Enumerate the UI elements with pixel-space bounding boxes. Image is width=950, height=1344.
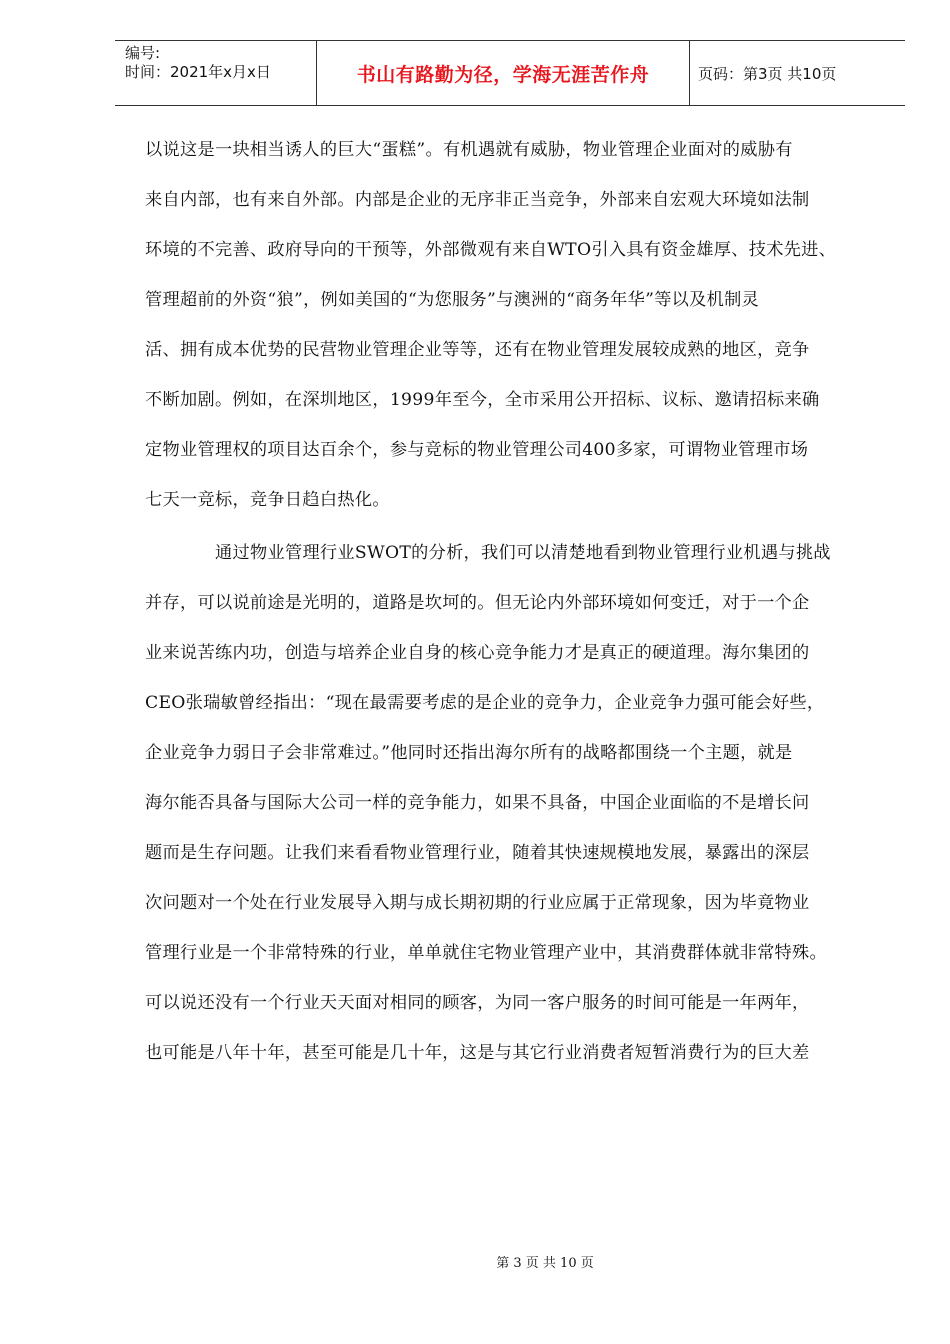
body-line: 并存，可以说前途是光明的，道路是坎坷的。但无论内外部环境如何变迁，对于一个企 (145, 593, 810, 613)
body-line: 定物业管理权的项目达百余个，参与竞标的物业管理公司400多家，可谓物业管理市场 (145, 440, 809, 460)
body-line: 业来说苦练内功，创造与培养企业自身的核心竞争能力才是真正的硬道理。海尔集团的 (145, 643, 810, 663)
body-line: 次问题对一个处在行业发展导入期与成长期初期的行业应属于正常现象，因为毕竟物业 (145, 893, 810, 913)
paragraph-start-line: 通过物业管理行业SWOT的分析，我们可以清楚地看到物业管理行业机遇与挑战 (215, 543, 831, 563)
page-footer: 第 3 页 共 10 页 (496, 1256, 594, 1271)
body-line: 题而是生存问题。让我们来看看物业管理行业，随着其快速规模地发展，暴露出的深层 (145, 843, 810, 863)
document-body (145, 130, 880, 1083)
header-page-info: 页码：第3页 共10页 (698, 64, 837, 83)
body-line: 不断加剧。例如，在深圳地区，1999年至今，全市采用公开招标、议标、邀请招标来确 (145, 390, 820, 410)
body-line: 来自内部，也有来自外部。内部是企业的无序非正当竞争，外部来自宏观大环境如法制 (145, 190, 810, 210)
body-line: 可以说还没有一个行业天天面对相同的顾客，为同一客户服务的时间可能是一年两年， (145, 993, 810, 1013)
body-line: 企业竞争力弱日子会非常难过。”他同时还指出海尔所有的战略都围绕一个主题，就是 (145, 743, 793, 763)
body-line: 管理超前的外资“狼”，例如美国的“为您服务”与澳洲的“商务年华”等以及机制灵 (145, 290, 760, 310)
body-line: 活、拥有成本优势的民营物业管理企业等等，还有在物业管理发展较成熟的地区，竞争 (145, 340, 810, 360)
body-line: 七天一竞标，竞争日趋白热化。 (145, 490, 390, 510)
body-line: 环境的不完善、政府导向的干预等，外部微观有来自WTO引入具有资金雄厚、技术先进、 (145, 240, 837, 260)
header-meta-cell (115, 41, 317, 105)
body-line: 以说这是一块相当诱人的巨大“蛋糕”。有机遇就有威胁，物业管理企业面对的威胁有 (145, 140, 793, 160)
body-line: 管理行业是一个非常特殊的行业，单单就住宅物业管理产业中，其消费群体就非常特殊。 (145, 943, 828, 963)
document-number-label: 编号: (125, 44, 161, 62)
body-line: CEO张瑞敏曾经指出：“现在最需要考虑的是企业的竞争力，企业竞争力强可能会好些， (145, 693, 825, 713)
header-motto: 书山有路勤为径，学海无涯苦作舟 (317, 41, 690, 105)
body-line: 也可能是八年十年，甚至可能是几十年，这是与其它行业消费者短暂消费行为的巨大差 (145, 1043, 810, 1063)
body-line: 海尔能否具备与国际大公司一样的竞争能力，如果不具备，中国企业面临的不是增长问 (145, 793, 810, 813)
page-header (115, 40, 905, 106)
document-time-label: 时间：2021年x月x日 (125, 63, 271, 81)
